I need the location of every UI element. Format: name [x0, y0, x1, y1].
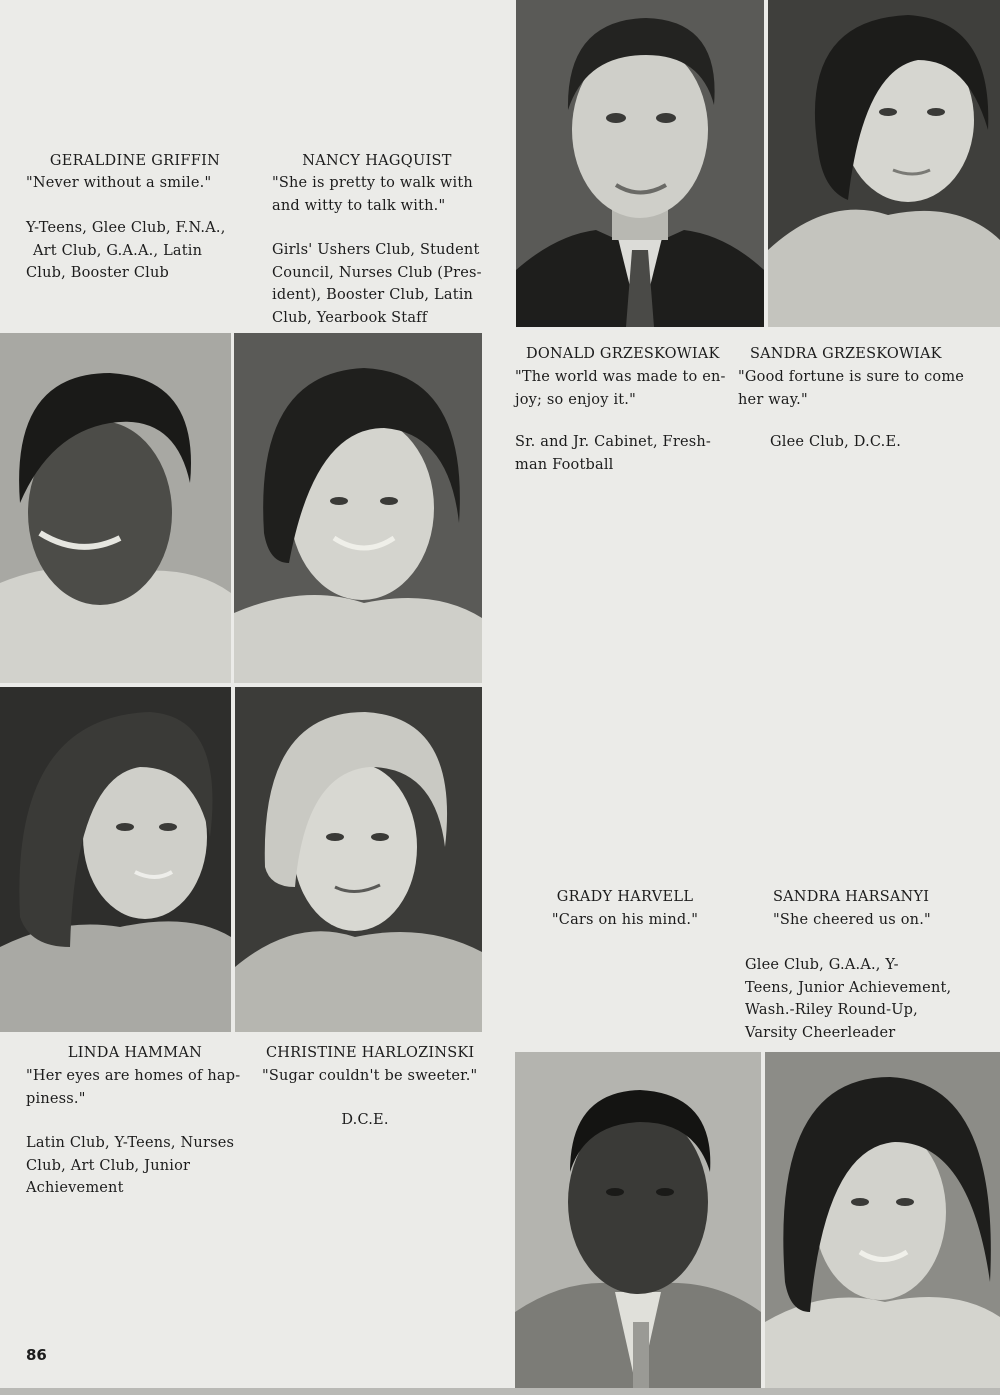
activities-line: Sr. and Jr. Cabinet, Fresh-: [515, 434, 712, 450]
name-sandra-grzeskowiak: SANDRA GRZESKOWIAK: [750, 346, 942, 362]
quote-donald-grzeskowiak: [515, 366, 745, 411]
name-linda-hamman: LINDA HAMMAN: [67, 1045, 203, 1061]
portrait-donald-grzeskowiak-image: [516, 0, 764, 327]
activities-geraldine-griffin: [26, 217, 271, 285]
name-grady-harvell: GRADY HARVELL: [556, 889, 694, 905]
activities-sandra-grzeskowiak: [770, 431, 990, 454]
activities-christine-harlozinski: [290, 1109, 440, 1132]
activities-line: Y-Teens, Glee Club, F.N.A.,: [26, 220, 226, 236]
quote-geraldine-griffin: [26, 172, 266, 195]
quote-line: piness.": [26, 1090, 86, 1107]
activities-line: Art Club, G.A.A., Latin: [33, 242, 203, 259]
activities-line: Varsity Cheerleader: [745, 1024, 896, 1041]
quote-line: "Never without a smile.": [26, 175, 212, 191]
quote-sandra-harsanyi: [773, 909, 993, 932]
activities-line: Glee Club, D.C.E.: [770, 434, 902, 450]
quote-line: "She is pretty to walk with: [272, 175, 473, 191]
quote-sandra-grzeskowiak: [738, 366, 988, 411]
portrait-sandra-harsanyi: [765, 1052, 1000, 1395]
page-number: 86: [26, 1346, 47, 1364]
quote-grady-harvell: [505, 909, 745, 932]
activities-donald-grzeskowiak: [515, 431, 745, 476]
activities-sandra-harsanyi: [745, 954, 995, 1044]
activities-line: Girls' Ushers Club, Student: [272, 242, 480, 258]
quote-linda-hamman: [26, 1065, 266, 1110]
portrait-sandra-grzeskowiak: [768, 0, 1000, 327]
activities-line: Wash.-Riley Round-Up,: [745, 1002, 918, 1018]
quote-line: "Good fortune is sure to come: [738, 369, 965, 385]
quote-line: and witty to talk with.": [272, 197, 446, 214]
portrait-nancy-hagquist-image: [234, 333, 482, 683]
quote-line: "The world was made to en-: [515, 369, 726, 385]
name-christine-harlozinski: CHRISTINE HARLOZINSKI: [266, 1045, 475, 1061]
activities-line: D.C.E.: [341, 1112, 389, 1128]
quote-nancy-hagquist: [272, 172, 512, 217]
activities-line: man Football: [515, 456, 614, 473]
quote-line: her way.": [738, 391, 808, 408]
portrait-christine-harlozinski: [235, 687, 482, 1032]
activities-line: Club, Booster Club: [26, 265, 170, 281]
activities-line: Club, Art Club, Junior: [26, 1157, 191, 1174]
portrait-linda-hamman: [0, 687, 231, 1032]
quote-line: "Cars on his mind.": [551, 912, 699, 928]
quote-line: "Sugar couldn't be sweeter.": [262, 1068, 478, 1084]
portrait-geraldine-griffin: [0, 333, 231, 683]
portrait-sandra-grzeskowiak-image: [768, 0, 1000, 327]
quote-line: joy; so enjoy it.": [515, 391, 636, 408]
activities-line: Council, Nurses Club (Pres-: [272, 264, 482, 281]
activities-nancy-hagquist: [272, 239, 512, 329]
quote-line: "Her eyes are homes of hap-: [26, 1068, 241, 1084]
name-nancy-hagquist: NANCY HAGQUIST: [302, 153, 452, 169]
name-sandra-harsanyi: SANDRA HARSANYI: [773, 889, 930, 905]
activities-line: Glee Club, G.A.A., Y-: [745, 957, 899, 973]
activities-line: ident), Booster Club, Latin: [272, 287, 474, 303]
name-donald-grzeskowiak: DONALD GRZESKOWIAK: [526, 346, 720, 362]
quote-christine-harlozinski: [262, 1065, 502, 1088]
portrait-christine-harlozinski-image: [235, 687, 482, 1032]
portrait-nancy-hagquist: [234, 333, 482, 683]
activities-line: Club, Yearbook Staff: [272, 309, 428, 326]
activities-line: Achievement: [26, 1180, 124, 1196]
activities-linda-hamman: [26, 1132, 266, 1200]
portrait-donald-grzeskowiak: [516, 0, 764, 327]
page-bottom-edge: [0, 1388, 1000, 1395]
portrait-grady-harvell-image: [515, 1052, 761, 1395]
portrait-linda-hamman-image: [0, 687, 231, 1032]
activities-line: Teens, Junior Achievement,: [745, 979, 952, 996]
portrait-sandra-harsanyi-image: [765, 1052, 1000, 1395]
portrait-geraldine-griffin-image: [0, 333, 231, 683]
portrait-grady-harvell: [515, 1052, 761, 1395]
activities-line: Latin Club, Y-Teens, Nurses: [26, 1135, 235, 1151]
name-geraldine-griffin: GERALDINE GRIFFIN: [49, 153, 221, 169]
quote-line: "She cheered us on.": [773, 912, 931, 928]
